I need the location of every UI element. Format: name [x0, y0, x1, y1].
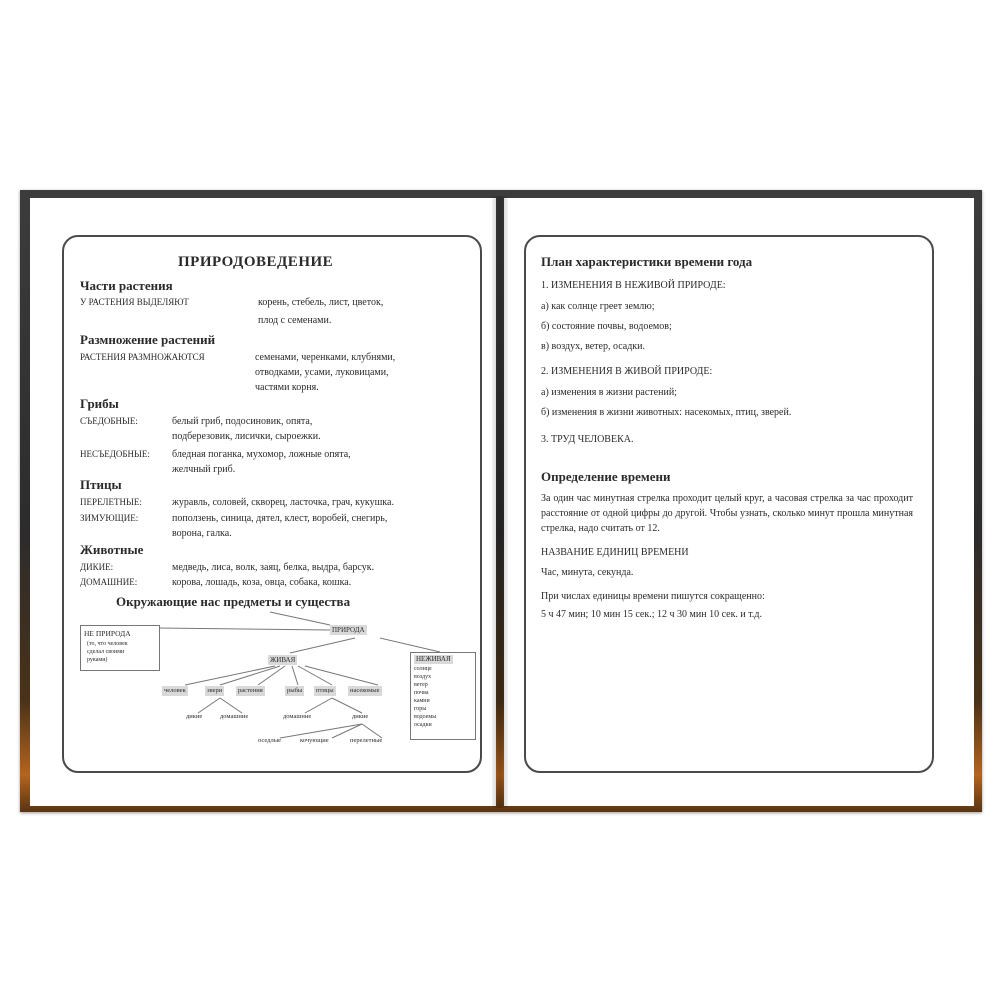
time-heading: Определение времени: [541, 469, 671, 484]
wild-birds-migratory: перелетные: [350, 737, 383, 744]
wintering-label: ЗИМУЮЩИЕ:: [80, 513, 139, 523]
wintering-text-2: ворона, галка.: [172, 528, 232, 539]
nature-node: ПРИРОДА: [332, 626, 365, 634]
living-item-node: рыбы: [287, 687, 303, 694]
plant-parts-text-2: плод с семенами.: [258, 315, 332, 326]
domestic-text: корова, лошадь, коза, овца, собака, кошка.: [172, 577, 352, 588]
nonliving-item: водоемы: [414, 714, 437, 720]
time-abbr-note: При числах единицы времени пишутся сокращенно:: [541, 591, 765, 602]
plant-parts-text-1: корень, стебель, лист, цветок,: [258, 297, 384, 308]
diagram-heading: Окружающие нас предметы и существа: [116, 594, 351, 609]
birds-heading: Птицы: [80, 477, 122, 492]
beasts-wild: дикие: [186, 713, 203, 720]
living-item-node: птицы: [316, 687, 334, 694]
time-abbr-example: 5 ч 47 мин; 10 мин 15 сек.; 12 ч 30 мин 10 сек. и т.д.: [541, 609, 762, 620]
not-nature-desc-1: (то, что человек: [87, 641, 128, 647]
nonliving-item: горы: [414, 706, 427, 712]
edible-text-1: белый гриб, подосиновик, опята,: [172, 416, 313, 427]
nonliving-item: почва: [414, 690, 429, 696]
plan-section-2: 2. ИЗМЕНЕНИЯ В ЖИВОЙ ПРИРОДЕ:: [541, 366, 713, 377]
beasts-domestic: домашние: [220, 713, 249, 720]
wild-birds-sedentary: оседлые: [258, 737, 281, 744]
edible-text-2: подберезовик, лисички, сыроежки.: [172, 431, 321, 442]
plan-section-3: 3. ТРУД ЧЕЛОВЕКА.: [541, 434, 634, 445]
wild-text: медведь, лиса, волк, заяц, белка, выдра, барсук.: [172, 562, 375, 573]
edible-label: СЪЕДОБНЫЕ:: [80, 416, 138, 426]
plan-item-c: в) воздух, ветер, осадки.: [541, 341, 646, 352]
living-item-node: растения: [238, 687, 263, 694]
time-units: Час, минута, секунда.: [541, 567, 634, 578]
inedible-text-1: бледная поганка, мухомор, ложные опята,: [172, 449, 351, 460]
plant-parts-label: У РАСТЕНИЯ ВЫДЕЛЯЮТ: [80, 297, 189, 307]
not-nature-box: [80, 625, 160, 671]
not-nature-desc-2: сделал своими: [87, 649, 125, 655]
reproduction-label: РАСТЕНИЯ РАЗМНОЖАЮТСЯ: [80, 352, 205, 362]
plant-parts-heading: Части растения: [80, 278, 173, 293]
reproduction-text-3: частями корня.: [255, 382, 319, 393]
time-units-title: НАЗВАНИЕ ЕДИНИЦ ВРЕМЕНИ: [541, 547, 689, 558]
nonliving-item: солнце: [414, 666, 432, 672]
plan-heading: План характеристики времени года: [541, 254, 753, 269]
birds-domestic: домашние: [283, 713, 312, 720]
living-item-node: человек: [164, 687, 186, 694]
plan-item2-a: а) изменения в жизни растений;: [541, 387, 677, 398]
living-node: ЖИВАЯ: [270, 656, 296, 664]
plan-item-a: а) как солнце греет землю;: [541, 301, 655, 312]
time-paragraph: За один час минутная стрелка проходит целый круг, а часовая стрелка за час проходит расстояние от одной цифры до другой. Чтобы узнать, сколько минут прошла минутная стрелка, надо считать от 12.: [541, 493, 913, 534]
nonliving-item: камни: [414, 698, 430, 704]
reproduction-text-1: семенами, черенками, клубнями,: [255, 352, 396, 363]
living-item-node: насекомые: [350, 687, 380, 694]
not-nature-desc-3: руками): [87, 657, 108, 663]
inedible-label: НЕСЪЕДОБНЫЕ:: [80, 449, 150, 459]
animals-heading: Животные: [80, 542, 144, 557]
wild-birds-nomadic: кочующие: [300, 737, 329, 744]
plan-item2-b: б) изменения в жизни животных: насекомых, птиц, зверей.: [541, 407, 792, 418]
nonliving-item: воздух: [414, 674, 432, 680]
reproduction-heading: Размножение растений: [80, 332, 216, 347]
migratory-label: ПЕРЕЛЕТНЫЕ:: [80, 497, 142, 507]
plan-item-b: б) состояние почвы, водоемов;: [541, 321, 672, 332]
reproduction-text-2: отводками, усами, луковицами,: [255, 367, 389, 378]
plan-section-1: 1. ИЗМЕНЕНИЯ В НЕЖИВОЙ ПРИРОДЕ:: [541, 280, 726, 291]
inedible-text-2: желчный гриб.: [172, 464, 236, 475]
birds-wild: дикие: [352, 713, 369, 720]
nonliving-item: ветер: [414, 682, 428, 688]
mushrooms-heading: Грибы: [80, 396, 119, 411]
living-item-node: звери: [207, 687, 223, 694]
nonliving-label: НЕЖИВАЯ: [416, 655, 451, 663]
domestic-label: ДОМАШНИЕ:: [80, 577, 138, 587]
migratory-text: журавль, соловей, скворец, ласточка, грач, кукушка.: [172, 497, 394, 508]
wild-label: ДИКИЕ:: [80, 562, 114, 572]
not-nature-label: НЕ ПРИРОДА: [84, 629, 131, 638]
nonliving-box: [410, 652, 476, 740]
nonliving-item: осадки: [414, 722, 432, 728]
wintering-text-1: поползень, синица, дятел, клест, воробей, снегирь,: [172, 513, 388, 524]
page-title: ПРИРОДОВЕДЕНИЕ: [178, 254, 334, 270]
